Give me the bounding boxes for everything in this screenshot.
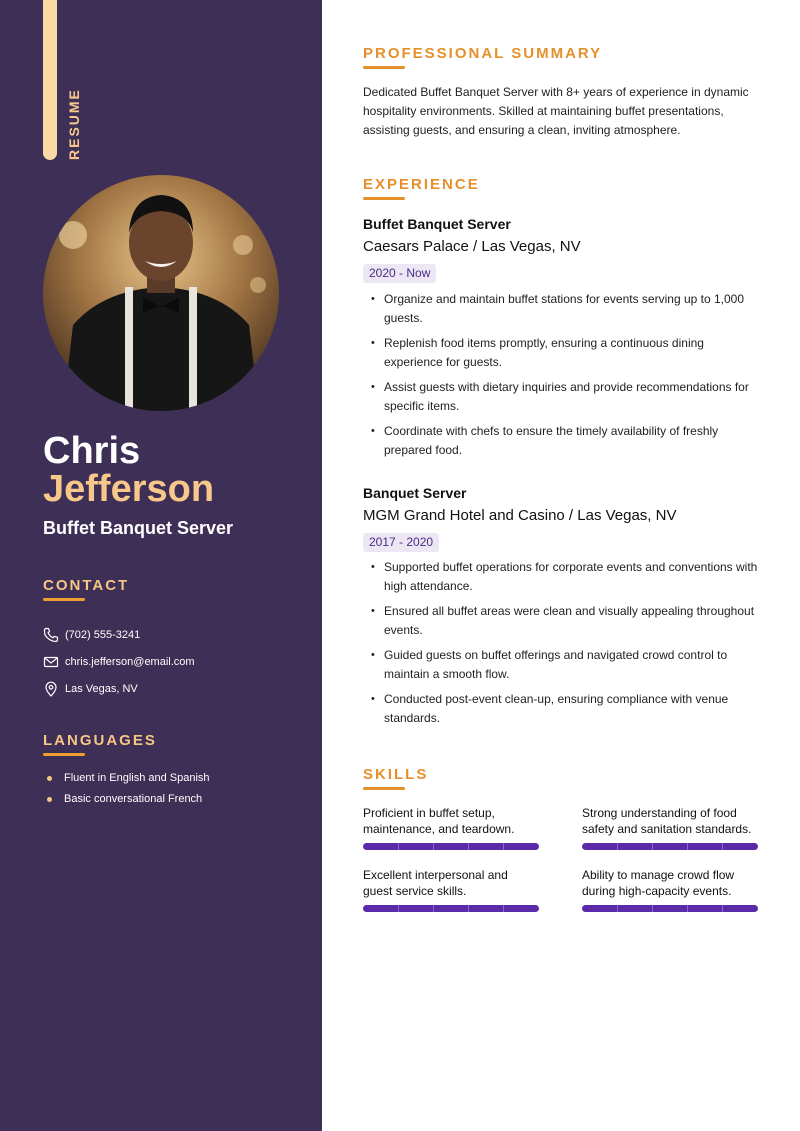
skill-text: Ability to manage crowd flow during high-capacity events. (582, 868, 735, 898)
contact-location (43, 681, 138, 697)
contact-email[interactable] (43, 654, 195, 670)
bullet-item: • Supported buffet operations for corporate events and conventions with high attendance. (371, 558, 761, 596)
language-item (47, 793, 202, 805)
last-name: Jefferson (43, 468, 215, 510)
contact-heading: CONTACT (43, 577, 130, 594)
phone-text: (702) 555-3241 (65, 629, 141, 641)
skills-heading: SKILLS (363, 766, 429, 783)
language-item (47, 772, 210, 784)
skill-text: Proficient in buffet setup, maintenance, and teardown. (363, 806, 515, 836)
bullet-item: • Guided guests on buffet offerings and navigated crowd control to maintain a smooth flow. (371, 646, 761, 684)
skills-underline (363, 787, 405, 790)
location-text: Las Vegas, NV (65, 683, 138, 695)
email-icon (43, 654, 59, 670)
experience-heading: EXPERIENCE (363, 176, 480, 193)
experience-underline (363, 197, 405, 200)
skill-text: Strong understanding of food safety and sanitation standards. (582, 806, 752, 836)
job-company: MGM Grand Hotel and Casino / Las Vegas, NV (363, 507, 677, 524)
skill-item (363, 867, 539, 912)
bullet-item: • Organize and maintain buffet stations for events serving up to 1,000 guests. (371, 290, 761, 328)
phone-icon (43, 627, 59, 643)
bullet-item: • Assist guests with dietary inquiries and provide recommendations for specific items. (371, 378, 761, 416)
job-role: Banquet Server (363, 485, 467, 501)
profile-photo (43, 175, 279, 411)
summary-heading: PROFESSIONAL SUMMARY (363, 45, 603, 62)
first-name: Chris (43, 430, 141, 472)
skill-bar (363, 843, 539, 850)
date-badge: 2017 - 2020 (363, 533, 439, 552)
skill-bar (582, 843, 758, 850)
summary-text: Dedicated Buffet Banquet Server with 8+ years of experience in dynamic hospitality environments. Skilled at maintaining buffet presentations, assisting guests, and ensuring a clean, inviting atmosphere. (363, 85, 749, 137)
job-title: Buffet Banquet Server (43, 518, 234, 538)
bullet-item: • Replenish food items promptly, ensuring a continuous dining experience for guests. (371, 334, 761, 372)
date-badge: 2020 - Now (363, 264, 436, 283)
bullet-dot (47, 776, 52, 781)
bullet-item: • Coordinate with chefs to ensure the timely availability of freshly prepared food. (371, 422, 761, 460)
job-bullets (371, 558, 761, 734)
job-company: Caesars Palace / Las Vegas, NV (363, 238, 581, 255)
skill-text: Excellent interpersonal and guest service skills. (363, 868, 508, 898)
contact-underline (43, 598, 85, 601)
accent-bar (43, 0, 57, 160)
languages-underline (43, 753, 85, 756)
bullet-item: • Ensured all buffet areas were clean and visually appealing throughout events. (371, 602, 761, 640)
email-text: chris.jefferson@email.com (65, 656, 195, 668)
contact-phone[interactable] (43, 627, 140, 643)
skill-bar (582, 905, 758, 912)
bullet-item: • Conducted post-event clean-up, ensuring compliance with venue standards. (371, 690, 761, 728)
sidebar (0, 0, 322, 1131)
language-text: Fluent in English and Spanish (64, 772, 210, 784)
language-text: Basic conversational French (64, 793, 203, 805)
resume-label: RESUME (66, 88, 82, 160)
job-bullets (371, 290, 761, 466)
bullet-dot (47, 797, 52, 802)
location-pin-icon (43, 681, 59, 697)
summary-underline (363, 66, 405, 69)
languages-heading: LANGUAGES (43, 732, 157, 749)
skill-item (582, 867, 758, 912)
job-role: Buffet Banquet Server (363, 216, 511, 232)
skill-item (582, 805, 758, 850)
skill-bar (363, 905, 539, 912)
skill-item (363, 805, 539, 850)
